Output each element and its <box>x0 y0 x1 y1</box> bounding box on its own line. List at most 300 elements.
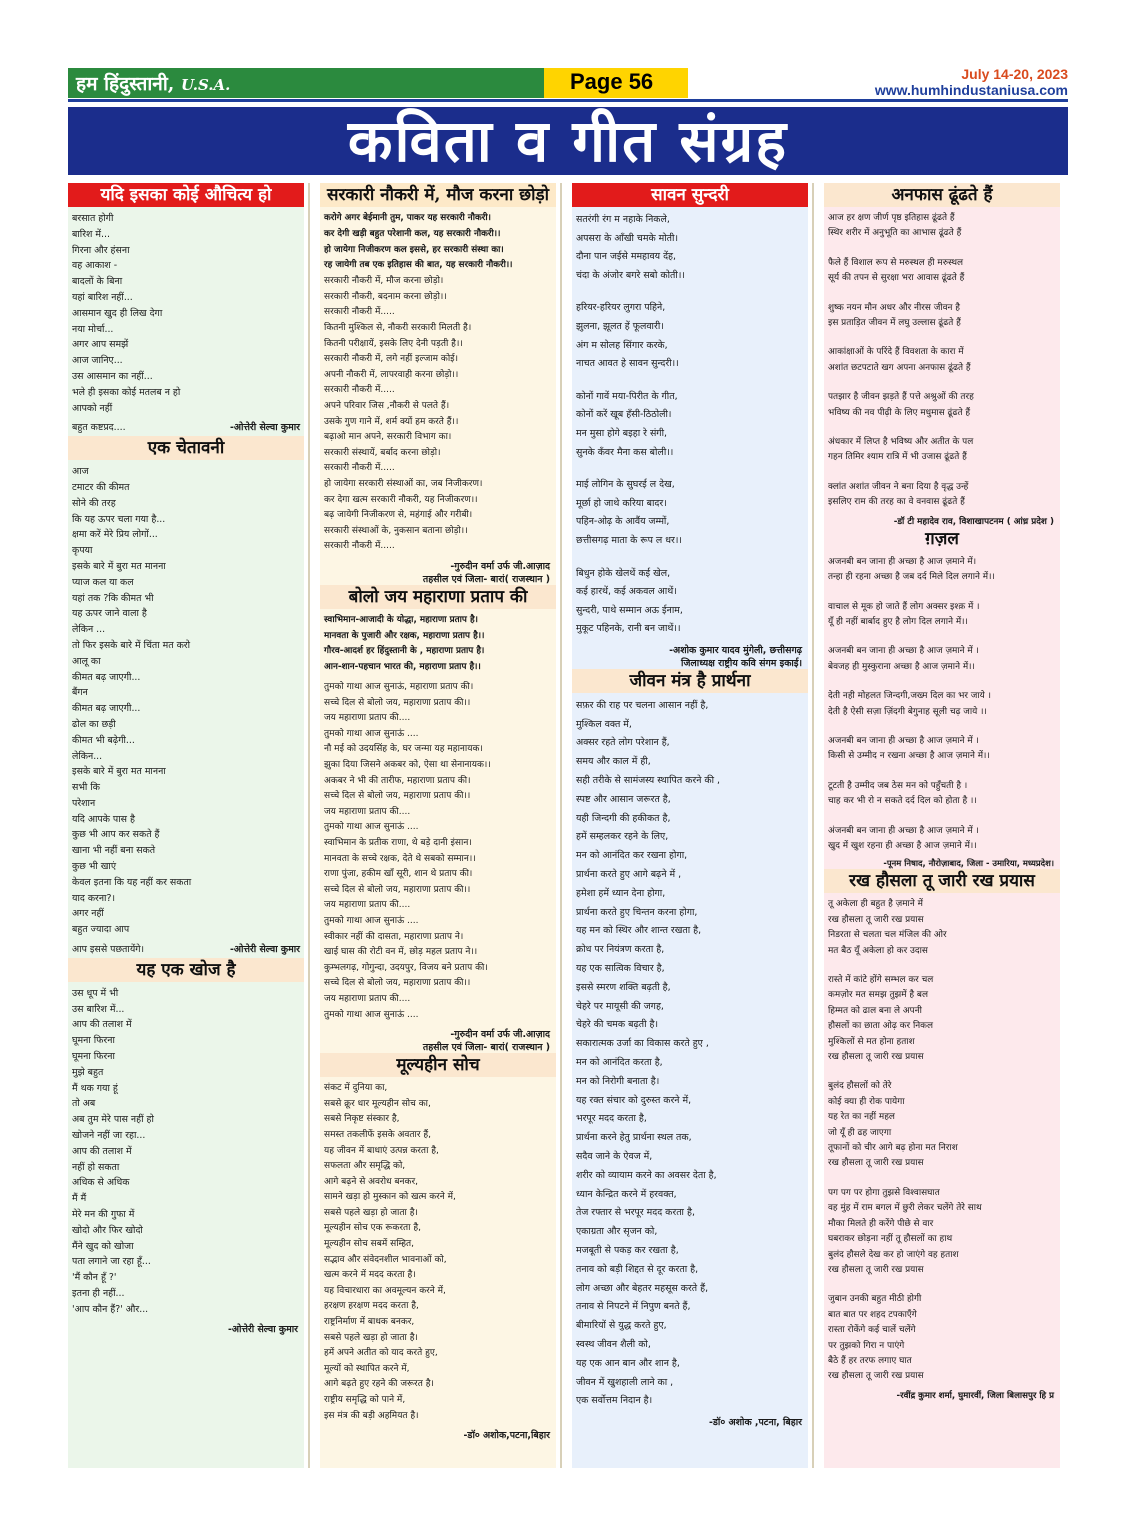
poem-line: सरकारी नौकरी में..... <box>324 307 395 318</box>
poem-line: झुका दिया जिसने अकबर को, ऐसा था सेनानायक।। <box>324 760 491 771</box>
poem-line: खुद में खुश रहना ही अच्छा है आज ज़माने में।। <box>828 840 977 851</box>
poem-line: स्वीकार नहीं की दासता, महाराणा प्रताप ने। <box>324 931 464 942</box>
poem-line: उस आसमान का नहीं... <box>72 370 153 382</box>
poem-line: पहिन-ओढ़ के आवैंय जम्मों, <box>576 516 670 528</box>
poem-line: गहन तिमिर श्याम रात्रि में भी उजास ढूंढते हैं <box>828 452 967 463</box>
poem-line: मेरे मन की गुफा में <box>72 1209 135 1221</box>
poem-line: मन को आनंदित करता है, <box>576 1057 663 1069</box>
poem-line: आगे बढ़ते हुए रहने की जरूरत है। <box>324 1379 434 1390</box>
poem-line: यह मन को स्थिर और शान्त रखता है, <box>576 925 702 937</box>
poem-line: जय महाराणा प्रताप की.... <box>324 806 411 817</box>
poem-line: 'मैं कौन हूँ ?' <box>72 1272 117 1284</box>
poem-title: बोलो जय महाराणा प्रताप की <box>320 585 556 609</box>
poem-line: इस मंत्र की बड़ी अहमियत है। <box>324 1410 419 1421</box>
poem-line: हमेशा हमें ध्यान देना होगा, <box>576 887 666 899</box>
poem-line: आलू का <box>72 655 101 667</box>
poem-author: -डॉ० अशोक,पटना,बिहार <box>463 1430 550 1442</box>
poem-line: सकारात्मक उर्जा का विकास करते हुए , <box>576 1038 709 1050</box>
poem-line: मैंने खुद को खोजा <box>72 1240 134 1252</box>
poem-line: यह रेत का नहीं महल <box>828 1112 895 1123</box>
poem-line: याद करना?। <box>72 892 116 904</box>
stanza-gap <box>828 1278 1056 1292</box>
poem-line: बैठे हैं हर तरफ लगाए घात <box>828 1355 912 1366</box>
poem-line: सबसे निकृष्ट संस्कार है, <box>324 1114 400 1125</box>
poem-line: तन्हा ही रहना अच्छा है जब दर्द मिले दिल लगाने में।। <box>828 572 995 583</box>
poem-line: बीमारियों से युद्ध करते हुए, <box>576 1320 667 1332</box>
poem-last-line: बहुत कष्टप्रद.... <box>72 422 126 434</box>
poem-last-line: आप इससे पछतायेंगे। <box>72 944 145 956</box>
poem-author: -अशोक कुमार यादव मुंगेली, छत्तीसगढ़ <box>669 644 802 656</box>
poem-line: सरकारी नौकरी में..... <box>324 463 395 474</box>
poem-line: नौ मई को उदयसिंह के, घर जन्मा यह महानायक। <box>324 744 483 755</box>
poem-line: खोदो और फिर खोदो <box>72 1224 143 1236</box>
poem-line: स्पष्ट और आसान जरूरत है, <box>576 793 671 805</box>
poem-line: बिधुन होके खेलथें कई खेल, <box>576 567 671 579</box>
stanza-gap <box>828 765 1056 779</box>
poem-line: प्रार्थना करते हुए आगे बढ़ने में , <box>576 869 682 881</box>
poem-title: जीवन मंत्र है प्रार्थना <box>572 669 808 693</box>
poem-line: कुछ भी खाएं <box>72 861 117 873</box>
poem-line: छत्तीसगढ़ माता के रूप ल धर।। <box>576 534 682 546</box>
poem-line: बारिश में... <box>72 228 110 240</box>
poem-line: कर देगी खड़ी बहुत परेशानी कल, यह सरकारी नौकरी।। <box>324 228 501 239</box>
column-divider <box>812 183 814 1468</box>
poem-line: मन मुसा होगे बइहा रे संगी, <box>576 427 667 439</box>
poem-line: आसमान खुद ही लिख देगा <box>72 307 163 319</box>
poem-line: मुकूट पहिनके, रानी बन जाथें।। <box>576 623 681 635</box>
poem-body <box>320 1077 556 1428</box>
poem-line: कई हारथें, कई अकवल आथें। <box>576 586 677 598</box>
poem-line: रास्ते में कांटे होंगे सम्भल कर चल <box>828 975 934 985</box>
poem-body <box>68 207 304 420</box>
poem-line: इसलिए राम की तरह का वे वनवास ढूंढते हैं <box>828 497 965 508</box>
poem-line: बरसात होगी <box>72 213 114 224</box>
page-number-badge <box>544 68 688 98</box>
poem-line: मूल्यहीन सोच एक रूकरता है, <box>324 1223 421 1234</box>
poem-line: बात बात पर शहद टपकाएँगे <box>828 1309 917 1320</box>
poem-line: चाह कर भी रो न सकते दर्द दिल को होता है ।। <box>828 796 977 807</box>
poem-line: बुलंद हौसलों को तेरे <box>828 1081 892 1092</box>
poem-line: आपको नहीं <box>72 402 113 414</box>
poem-line: आज हर क्षण जीर्ण पृष्ठ इतिहास ढूंढते हैं <box>828 213 955 223</box>
poem-line: मुश्किल वक्त में, <box>576 718 632 730</box>
column-4 <box>824 183 1060 1468</box>
poem-line: इस प्रताड़ित जीवन में लघु उल्लास ढूंढते हैं <box>828 318 961 329</box>
poem-line: आन-शान-पहचान भारत की, महाराणा प्रताप है।। <box>324 662 481 673</box>
poem-line: सुनके कँवर मैना कस बोली।। <box>576 446 674 458</box>
poem-line: यहां तक ?कि कीमत भी <box>72 592 154 604</box>
poem-line: इतना ही नहीं... <box>72 1288 125 1299</box>
poem-line: सदैव जाने के ऐवज में, <box>576 1151 653 1162</box>
poem-author: -गुरुदीन वर्मा उर्फ जी.आज़ाद <box>450 560 550 572</box>
poem-line: रह जायेगी तब एक इतिहास की बात, यह सरकारी नौकरी।। <box>324 260 513 271</box>
poem-line: उस बारिश में... <box>72 1003 125 1015</box>
poem-closing <box>68 420 304 436</box>
poem-line: यही जिन्दगी की हकीकत है, <box>576 812 671 824</box>
poem-line: कृपया <box>72 545 93 557</box>
poem-line: प्रार्थना करने हेतु प्रार्थना स्थल तक, <box>576 1132 692 1144</box>
poem-body <box>824 207 1060 515</box>
stanza-gap <box>828 242 1056 256</box>
poem-line: झुलना, झूलत हें फूलवारी। <box>576 320 664 332</box>
poem-line: चंदा के अंजोर बगरे सबो कोती।। <box>576 269 685 281</box>
poem-line: निडरता से चलता चल मंजिल की ओर <box>828 930 947 941</box>
masthead-bar <box>68 68 544 98</box>
poem-line: सबसे पहले खड़ा हो जाता है। <box>324 1332 418 1343</box>
poem-line: खाना भी नहीं बना सकते <box>72 845 156 857</box>
stanza-gap <box>828 810 1056 824</box>
poem-line: जय महाराणा प्रताप की.... <box>324 713 411 724</box>
poem-author: -डॉ टी महादेव राव, विशाखापटनम ( आंध्र प्रदेश ) <box>893 516 1054 527</box>
poem-line: किसी से उम्मीद न रखना अच्छा है आज ज़माने में।। <box>828 751 990 762</box>
poem-line: चेहरे पर मायूसी की जगह, <box>576 1000 664 1012</box>
poem-author: -रवींद्र कुमार शर्मा, घुमारवीं, जिला बिलासपुर हि प्र <box>896 1390 1054 1401</box>
poem-line: मत बैठ यूँ अकेला हो कर उदास <box>828 945 928 956</box>
poem-line: नाचत आवत हे सावन सुन्दरी।। <box>576 358 679 370</box>
poem-line: वाचाल से मूक हो जाते हैं लोग अक्सर इश्क़ में । <box>828 601 980 612</box>
poem-title: यदि इसका कोई औचित्य हो <box>68 183 304 207</box>
poem-title: अनफास ढूंढते हैं <box>824 183 1060 207</box>
poem-line: अशांत छटपटाते खग अपना अनफास ढूंढते हैं <box>828 362 971 373</box>
poem-line: अंधकार में लिप्त है भविष्य और अतीत के पल <box>828 437 974 448</box>
poem-line: मौका मिलते ही करेंगे पीछे से वार <box>828 1218 934 1229</box>
poem-line: यह एक सात्विक विचार है, <box>576 963 665 975</box>
poem-line: अगर आप समझें <box>72 339 129 351</box>
poem-line: बढ़ जायेगी निजीकरण से, महंगाई और गरीबी। <box>324 510 473 521</box>
poem-line: सरकारी नौकरी, बदनाम करना छोड़ो।। <box>324 291 447 302</box>
poem-line: केवल इतना कि यह नहीं कर सकता <box>72 876 192 888</box>
poem-line: सामने खड़ा हो मुस्कान को खत्म करने में, <box>324 1192 456 1203</box>
poem-line: टमाटर की कीमत <box>72 481 130 493</box>
poem-line: समस्त तकलीफें इसके अवतार हैं, <box>324 1129 432 1140</box>
poem-author: -ओत्तेरी सेल्वा कुमार <box>229 944 300 956</box>
poem-line: दौना पान जईसे ममहावय देंह, <box>576 251 677 263</box>
poem-line: मूल्यहीन सोच सबमें सम्हित, <box>324 1239 415 1250</box>
poem-line: मुझे बहुत <box>72 1066 104 1078</box>
poem-line: टूटती है उम्मीद जब ठेस मन को पहुँचती है । <box>828 780 968 791</box>
poem-line: स्वस्थ जीवन शैली को, <box>576 1338 651 1350</box>
poem-line: राष्ट्रीय समृद्धि को पाने में, <box>324 1395 406 1405</box>
website-link[interactable]: www.humhindustaniusa.com <box>874 82 1068 98</box>
poem-title: ग़ज़ल <box>925 528 959 549</box>
poem-line: सबसे क्रूर धार मूल्यहीन सोच का, <box>324 1098 431 1109</box>
poem-line: लेकिन... <box>72 750 103 762</box>
poem-author: -गुरुदीन वर्मा उर्फ जी.आज़ाद <box>450 1029 550 1041</box>
page-number: Page 56 <box>570 69 654 94</box>
column-1 <box>68 183 304 1468</box>
poem-line: सुन्दरी, पाथे सम्मान अऊ ईनाम, <box>576 604 683 616</box>
poem-body <box>572 207 808 643</box>
poem-line: खाई घास की रोटी वन में, छोड़ महल प्रताप ने।। <box>324 947 478 958</box>
poem-line: रख हौसला तू जारी रख प्रयास <box>828 1158 924 1169</box>
poem-line: तू अकेला ही बहुत है ज़माने में <box>828 899 923 910</box>
poem-line: तुमको गाथा आज सुनाऊं, महाराणा प्रताप की। <box>324 682 474 693</box>
poem-line: राणा पुंजा, हकीम खॉं सूरी, शान थे प्रताप की। <box>324 869 473 880</box>
poem-title: सावन सुन्दरी <box>572 183 808 207</box>
poem-line: हरियर-हरियर लुगरा पहिने, <box>576 302 666 314</box>
poem-line: क्षमा करें मेरे प्रिय लोगों... <box>72 529 158 541</box>
poem-line: भरपूर मदद करता है, <box>576 1113 647 1125</box>
poem-line: गौरव-आदर्श हर हिंदुस्तानी के , महाराणा प्रताप है। <box>324 646 485 657</box>
poem-line: पता लगाने जा रहा हूँ... <box>72 1256 151 1268</box>
poem-line: अपनी नौकरी में, लापरवाही करना छोड़ो।। <box>324 369 459 380</box>
poem-line: तुमको गाथा आज सुनाऊं .... <box>324 728 419 739</box>
poem-line: हमें अपने अतीत को याद करते हुए, <box>324 1348 438 1359</box>
poem-line: नया मोर्चा... <box>72 323 114 335</box>
section-banner: कविता व गीत संग्रह <box>68 107 1068 175</box>
poem-line: यह रक्त संचार को दुरुस्त करने में, <box>576 1094 692 1106</box>
poem-line: मैं मैं <box>72 1193 87 1205</box>
poem-line: आज <box>72 466 89 478</box>
poem-line: नहीं हो सकता <box>72 1161 120 1173</box>
poem-line: आकांक्षाओं के परिंदे हैं विवशता के कारा में <box>828 347 964 358</box>
poem-line: हो जायेगा निजीकरण कल इससे, हर सरकारी संस्था का। <box>324 244 504 255</box>
poem-line: रख हौसला तू जारी रख प्रयास <box>828 1264 924 1275</box>
column-3 <box>572 183 808 1468</box>
poem-line: ध्यान केन्द्रित करने में हरवक्त, <box>576 1188 677 1200</box>
column-divider <box>560 183 562 1468</box>
poem-line: सबसे पहले खड़ा हो जाता है। <box>324 1207 418 1218</box>
poem-line: कितनी परीक्षायें, इसके लिए देनी पड़ती है।। <box>324 338 463 349</box>
poem-title: रख हौसला तू जारी रख प्रयास <box>824 869 1060 893</box>
poem-line: मन को निरोगी बनाता है। <box>576 1075 660 1087</box>
poem-line: तनाव से निपटने में निपुण बनते हैं, <box>576 1301 691 1313</box>
poem-line: अपने परिवार जिस ,नौकरी से पलते हैं। <box>324 400 450 411</box>
poem-line: आज जानिए... <box>72 355 123 367</box>
poem-line: पतझार है जीवन झड़ते हैं पत्ते अश्रुओं की तरह <box>828 392 974 403</box>
poem-author: -ओत्तेरी सेल्वा कुमार <box>229 422 300 434</box>
poem-line: तो फिर इसके बारे में चिंता मत करो <box>72 639 191 651</box>
poem-line: जुबान उनकी बहुत मीठी होगी <box>828 1294 922 1305</box>
poem-line: कितनी मुश्किल से, नौकरी सरकारी मिलती है। <box>324 322 472 333</box>
poem-line: यहां बारिश नहीं... <box>72 291 133 303</box>
poem-line: कोनों गावें मया-पिरीत के गीत, <box>576 390 678 402</box>
stanza-gap <box>828 376 1056 390</box>
poem-line: सरकारी संस्थाओं के, नुकसान बताना छोड़ो।। <box>324 525 468 536</box>
poem-line: स्वाभिमान के प्रतीक राणा, थे बड़े दानी इंसान। <box>324 838 472 848</box>
poem-line: जय महाराणा प्रताप की.... <box>324 993 411 1004</box>
poem-line: शुष्क नयन मौन अधर और नीरस जीवन है <box>828 302 960 313</box>
poem-line: अपसरा के आँखी चमके मोती। <box>576 232 679 244</box>
poem-line: कीमत भी बढ़ेगी... <box>72 734 135 746</box>
poem-line: तुमको गाथा आज सुनाऊं .... <box>324 822 419 833</box>
poem-line: मुश्किलों से मत होना हताश <box>828 1036 915 1047</box>
poem-line: ढोल का छड़ी <box>72 718 116 730</box>
poem-line: बुलंद हौसले देख कर हो जाएंगे वह हताश <box>828 1249 959 1260</box>
poem-line: स्वाभिमान-आजादी के योद्धा, महाराणा प्रताप है। <box>324 614 478 625</box>
poem-line: कुछ भी आप कर सकते हैं <box>72 829 160 841</box>
poem-line: यूँ ही नहीं बार्बाद हुए है लोग दिल लगाने में।। <box>828 616 968 627</box>
poem-line: जीवन में खुशहाली लाने का , <box>576 1376 674 1388</box>
poem-body <box>68 982 304 1322</box>
stanza-gap <box>576 462 804 476</box>
stanza-gap <box>828 675 1056 689</box>
poem-author-place: तहसील एवं जिला- बारां( राजस्थान ) <box>422 573 550 585</box>
stanza-gap <box>828 287 1056 301</box>
poem-line: अक्सर रहते लोग परेशान हैं, <box>576 737 670 749</box>
poem-line: मन को आनंदित कर रखना होगा, <box>576 850 688 862</box>
poem-line: सच्चे दिल से बोलो जय, महाराणा प्रताप की।। <box>324 978 471 989</box>
poem-line: अंजनबी बन जाना ही अच्छा है आज ज़माने में । <box>828 825 979 836</box>
poem-line: सफलता और समृद्धि को, <box>324 1161 406 1172</box>
poem-line: पग पग पर होगा तुझसे विश्वासघात <box>828 1187 940 1198</box>
poem-line: अधिक से अधिक <box>72 1177 130 1189</box>
poem-line: कीमत बढ़ जाएगी... <box>72 703 141 715</box>
poem-line: यह विचारधारा का अवमूल्यन करने में, <box>324 1285 446 1296</box>
poem-line: जो यूँ ही ढह जाएगा <box>828 1127 892 1138</box>
poem-line: इसके बारे में बुरा मत मानना <box>72 766 166 778</box>
poem-author-role: जिलाध्यक्ष राष्ट्रीय कवि संगम इकाई। <box>681 657 802 669</box>
poem-intro <box>320 207 556 274</box>
stanza-gap <box>828 1065 1056 1079</box>
poem-line: सूर्य की तपन से सुरक्षा भरा आवास ढूंढते हैं <box>828 273 965 284</box>
poem-intro <box>320 609 556 680</box>
poem-line: बहुत ज्यादा आप <box>72 924 130 936</box>
poem-author-place: तहसील एवं जिला- बारां( राजस्थान ) <box>422 1042 550 1054</box>
poem-line: सरकारी नौकरी में, लगे नहीं इल्जाम कोई। <box>324 354 458 365</box>
poem-line: स्थिर शरीर में अनुभूति का आभास ढूंढते हैं <box>828 228 962 239</box>
poem-line: एक सर्वोत्तम निदान है। <box>576 1395 653 1407</box>
poem-line: गिरना और हंसना <box>72 244 130 256</box>
poem-line: सरकारी नौकरी में..... <box>324 385 395 396</box>
poem-author: -पूनम निषाद, नौरोज़ाबाद, जिला - उमारिया, मध्यप्रदेश। <box>883 858 1054 869</box>
poem-line: खत्म करने में मदद करता है। <box>324 1270 416 1281</box>
stanza-gap <box>828 466 1056 480</box>
poem-line: रास्ता रोकेंगे कई चालें चलेंगे <box>828 1325 916 1336</box>
poem-line: सरकारी नौकरी में, मौज करना छोड़ो। <box>324 276 444 287</box>
poem-line: आप की तलाश में <box>72 1019 132 1031</box>
poem-line: सरकारी नौकरी में..... <box>324 541 395 552</box>
poem-line: भले ही इसका कोई मतलब न हो <box>72 386 181 398</box>
poem-line: उसके गुण गाने में, शर्म क्यों हम करते हैं।। <box>324 416 459 427</box>
poem-line: यह ऊपर जाने वाला है <box>72 608 147 620</box>
poem-line: पर तुझको गिरा न पाएंगे <box>828 1340 905 1351</box>
poem-line: प्याज कल या कल <box>72 576 134 588</box>
poem-line: यह एक आन बान और शान है, <box>576 1357 680 1369</box>
poem-body <box>824 893 1060 1388</box>
poem-line: मूर्छा हो जाथे करिया बादर। <box>576 497 667 509</box>
poem-line: क्लांत अशांत जीवन ने बना दिया है वृद्ध उन्हें <box>828 481 969 492</box>
header-divider <box>68 99 1068 102</box>
poem-line: घबराकर छोड़ना नहीं तू हौसलों का हाथ <box>828 1234 953 1245</box>
poem-line: उस धूप में भी <box>72 987 119 999</box>
poem-line: क्रोध पर नियंत्रण करता है, <box>576 944 665 956</box>
poem-line: आगे बढ़ने से अवरोध बनकर, <box>324 1176 419 1187</box>
poem-line: रख हौसला तू जारी रख प्रयास <box>828 914 924 925</box>
poem-line: राष्ट्रनिर्माण में बाधक बनकर, <box>324 1317 415 1328</box>
poem-line: रख हौसला तू जारी रख प्रयास <box>828 1052 924 1063</box>
poem-line: इससे स्मरण शक्ति बढ़ती है, <box>576 981 671 993</box>
poem-line: अजनबी बन जाना ही अच्छा है आज ज़माने में। <box>828 556 977 567</box>
stanza-gap <box>828 1172 1056 1186</box>
poem-line: संकट में दुनिया का, <box>324 1083 388 1094</box>
poem-line: कुम्भलगढ़, गोगुन्दा, उदयपुर, विजय बने प्रताप की। <box>324 962 488 973</box>
poem-line: प्रार्थना करते हुए चिन्तन करना होगा, <box>576 906 698 918</box>
poem-line: फैले हैं विशाल रूप से मरुस्थल ही मरुस्थल <box>828 257 964 268</box>
poem-line: कर देगा खत्म सरकारी नौकरी, यह निजीकरण।। <box>324 494 478 505</box>
poem-line: तुमको गाथा आज सुनाऊं .... <box>324 915 419 926</box>
poem-line: हिम्मत को ढाल बना ले अपनी <box>828 1005 922 1016</box>
poem-line: सभी कि <box>72 782 100 794</box>
stanza-gap <box>828 421 1056 435</box>
poem-line: शरीर को व्यायाम करने का अवसर देता है, <box>576 1169 717 1181</box>
stanza-gap <box>576 374 804 388</box>
poem-line: हौसलों का छाता ओढ़ कर निकल <box>828 1021 934 1032</box>
poem-line: आप की तलाश में <box>72 1145 132 1157</box>
poem-line: यदि आपके पास है <box>72 813 135 825</box>
poem-body <box>572 693 808 1415</box>
poem-line: मानवता के पुजारी और रक्षक, महाराणा प्रताप है।। <box>324 630 485 641</box>
poem-author: -डॉ० अशोक ,पटना, बिहार <box>709 1417 802 1429</box>
poem-line: मैं थक गया हूं <box>72 1082 118 1094</box>
poem-line: वह आकाश - <box>72 260 118 272</box>
poem-line: हो जायेगा सरकारी संस्थाओं का, जब निजीकरण। <box>324 478 483 489</box>
poem-line: तूफानों को चीर आगे बढ़ होना मत निराश <box>828 1143 958 1154</box>
poem-line: इसके बारे में बुरा मत मानना <box>72 560 166 572</box>
stanza-gap <box>576 285 804 299</box>
poem-body <box>320 274 556 559</box>
poem-title: एक चेतावनी <box>68 436 304 460</box>
poem-closing <box>68 942 304 958</box>
poem-line: कीमत बढ़ जाएगी... <box>72 671 141 683</box>
poem-line: मजबूती से पकड़ कर रखता है, <box>576 1244 679 1256</box>
poem-line: कोई क्या ही रोक पायेगा <box>828 1096 905 1107</box>
poem-body <box>824 551 1060 859</box>
poem-line: अंग म सोलह सिंगार करके, <box>576 339 668 351</box>
stanza-gap <box>576 551 804 565</box>
poem-line: चेहरे की चमक बढ़ती है। <box>576 1019 659 1031</box>
stanza-gap <box>828 959 1056 973</box>
poem-line: घूमना फिरना <box>72 1035 115 1047</box>
poem-line: लेकिन ... <box>72 624 106 636</box>
poem-body <box>68 460 304 942</box>
poem-line: समय और काल में ही, <box>576 756 651 768</box>
poem-title: यह एक खोज है <box>68 958 304 982</box>
poem-line: मूल्यों को स्थापित करने में, <box>324 1363 410 1374</box>
poem-line: देती नही मोहलत जिन्दगी,जख्म दिल का भर जाये । <box>828 691 991 702</box>
poem-line: कोनों करें खूब हँसी-ठिठोली। <box>576 409 672 421</box>
poem-line: सफ़र की राह पर चलना आसान नहीं है, <box>576 699 709 711</box>
poem-line: वह मुंह में राम बगल में छुरी लेकर चलेंगे तेरे साथ <box>828 1203 982 1214</box>
poem-line: हरक्षण हरक्षण मदद करता है, <box>324 1301 419 1312</box>
poem-title: मूल्यहीन सोच <box>320 1053 556 1077</box>
poem-line: रख हौसला तू जारी रख प्रयास <box>828 1371 924 1382</box>
poem-line: लोग अच्छा और बेहतर महसूस करते हैं, <box>576 1282 709 1294</box>
poem-line: सही तरीके से सामंजस्य स्थापित करने की , <box>576 775 720 787</box>
column-divider <box>308 183 310 1468</box>
poem-line: अगर नहीं <box>72 908 104 920</box>
stanza-gap <box>828 331 1056 345</box>
poem-line: सरकारी संस्थायें, बर्बाद करना छोड़ो। <box>324 447 441 458</box>
issue-info <box>875 66 1068 98</box>
poem-line: अकबर ने भी की तारीफ, महाराणा प्रताप की। <box>324 775 471 786</box>
poem-line: परेशान <box>72 797 96 809</box>
poem-line: यह जीवन में बाधाएं उत्पन्न करता है, <box>324 1145 439 1156</box>
poem-line: माई लोगिन के सुघरई ल देख, <box>576 479 675 491</box>
poem-line: सच्चे दिल से बोलो जय, महाराणा प्रताप की।। <box>324 697 471 708</box>
poem-line: खोजने नहीं जा रहा... <box>72 1130 146 1142</box>
poem-line: 'आप कौन हैं?' और... <box>72 1303 149 1315</box>
poem-line: सतरंगी रंग म नहाके निकले, <box>576 214 670 225</box>
poem-line: बैंगन <box>72 687 88 699</box>
poem-line: जय महाराणा प्रताप की.... <box>324 900 411 911</box>
poem-line: अजनबी बन जाना ही अच्छा है आज ज़माने में । <box>828 735 979 746</box>
poem-line: सद्भाव और संवेदनशील भावनाओं को, <box>324 1254 447 1265</box>
poem-line: तो अब <box>72 1098 96 1110</box>
stanza-gap <box>828 720 1056 734</box>
poem-line: तनाव को बड़ी शिद्दत से दूर करता है, <box>576 1263 699 1275</box>
poem-line: तेज रफ्तार से भरपूर मदद करता है, <box>576 1207 695 1219</box>
